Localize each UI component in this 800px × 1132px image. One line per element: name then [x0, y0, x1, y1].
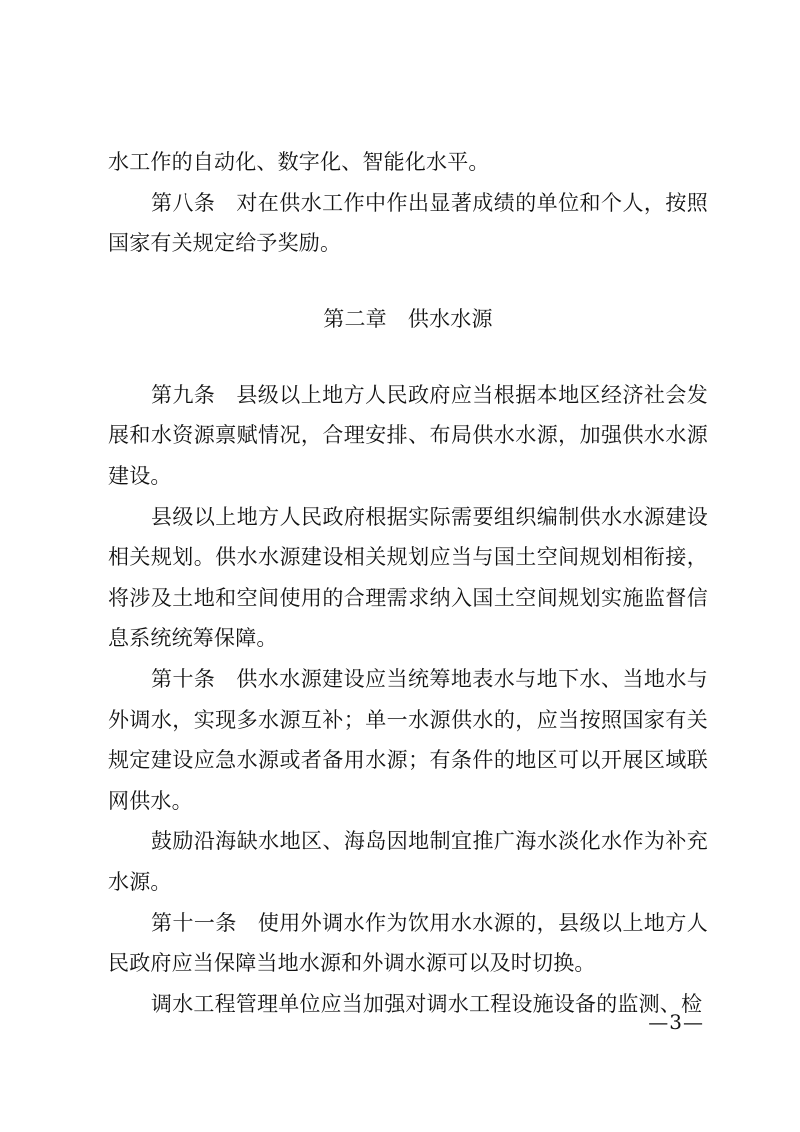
chapter-number: 第二章	[323, 306, 387, 331]
article-9	[108, 375, 708, 497]
paragraph-text: 县级以上地方人民政府应当根据本地区经济社会发展和水资源禀赋情况，合理安排、布局供水水源，加强供水水源建设。	[108, 382, 708, 488]
article-8	[108, 183, 708, 264]
paragraph-text: 鼓励沿海缺水地区、海岛因地制宜推广海水淡化水作为补充水源。	[108, 829, 708, 894]
article-number: 第十条	[151, 666, 216, 691]
chapter-title: 供水水源	[407, 306, 493, 331]
paragraph	[108, 984, 708, 1025]
paragraph-text: 使用外调水作为饮用水水源的，县级以上地方人民政府应当保障当地水源和外调水源可以及时切换。	[108, 910, 708, 976]
page-number: —3—	[648, 1010, 704, 1034]
article-number: 第九条	[151, 382, 216, 407]
paragraph-text: 县级以上地方人民政府根据实际需要组织编制供水水源建设相关规划。供水水源建设相关规划应当与国土空间规划相衔接，将涉及土地和空间使用的合理需求纳入国土空间规划实施监督信息系统统筹保障。	[108, 504, 708, 651]
paragraph	[108, 497, 708, 659]
article-number: 第八条	[151, 190, 216, 215]
body-text	[108, 142, 708, 1024]
paragraph-text: 对在供水工作中作出显著成绩的单位和个人，按照国家有关规定给予奖励。	[108, 190, 708, 256]
paragraph-text: 供水水源建设应当统筹地表水与地下水、当地水与外调水，实现多水源互补；单一水源供水的，应当按照国家有关规定建设应急水源或者备用水源；有条件的地区可以开展区域联网供水。	[108, 666, 708, 813]
paragraph	[108, 821, 708, 902]
article-number: 第十一条	[151, 910, 237, 935]
article-10	[108, 659, 708, 821]
paragraph-text: 水工作的自动化、数字化、智能化水平。	[108, 150, 490, 174]
paragraph-text: 调水工程管理单位应当加强对调水工程设施设备的监测、检	[151, 991, 703, 1016]
paragraph-continuation	[108, 142, 708, 183]
article-11	[108, 903, 708, 984]
chapter-heading	[108, 299, 708, 339]
